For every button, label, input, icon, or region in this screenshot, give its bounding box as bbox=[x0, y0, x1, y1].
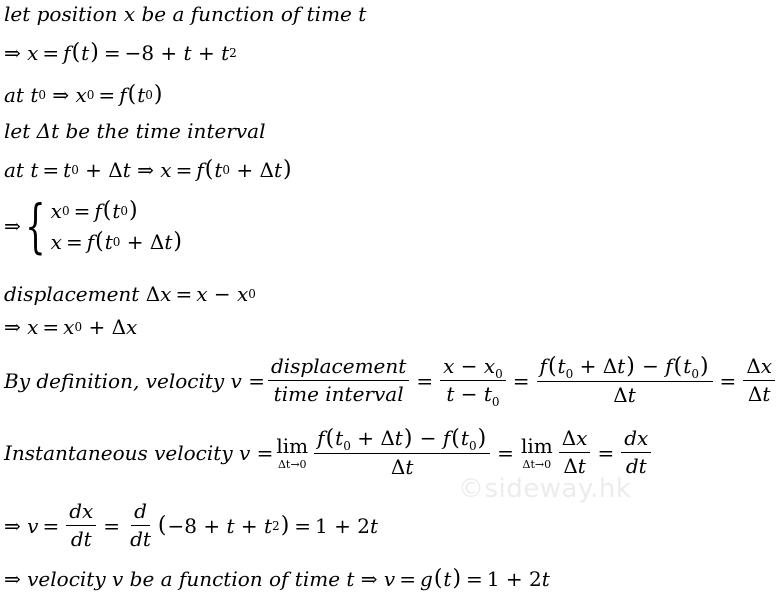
line-velocity-definition: By definition, velocity v = $\frac{\text{displacement}}{\text{time interval}}$ = $\frac{x - x_0}{t - t_0}$ = $\frac{f(t_0 + \Delta t) - f(t_0)}{\Delta t}$ = $\frac{\Delta x}{\Delta t}$ bbox=[4, 354, 778, 407]
definition-text: let position x be a function of time t bbox=[4, 2, 367, 26]
limit-operator: lim Δt→0 bbox=[276, 433, 309, 471]
line-position-update: ⇒ x = x 0 + Δ x bbox=[4, 315, 138, 339]
limit-operator: lim Δt→0 bbox=[520, 433, 553, 471]
line-later-position: at t = t 0 + Δ t ⇒ x = f ( t 0 + Δ t ) bbox=[4, 157, 292, 182]
line-time-interval bbox=[4, 121, 266, 141]
time-interval-text: let Δt be the time interval bbox=[4, 119, 266, 143]
line-velocity-function: ⇒ velocity v be a function of time t ⇒ v = g ( t ) = 1 + 2 t bbox=[4, 566, 550, 591]
watermark: ©sideway.hk bbox=[458, 474, 632, 504]
line-definition bbox=[4, 4, 366, 24]
line-position-function: ⇒ x = f ( t ) = −8 + t + t 2 bbox=[4, 40, 237, 65]
line-instantaneous-velocity: Instantaneous velocity v = lim Δt→0 $\frac{f(t_0 + \Delta t) - f(t_0)}{\Delta t}$ = lim Δt→0 $\frac{\Delta x}{\Delta t}$ = $\frac{dx}{dt}$ bbox=[4, 426, 654, 479]
line-displacement: displacement Δ x = x − x 0 bbox=[4, 282, 256, 306]
line-system: ⇒ { x 0 = f ( t 0 ) x = f ( t 0 + Δ t ) bbox=[4, 192, 182, 260]
line-derivative-result: ⇒ v = $\frac{dx}{dt}$ = $\frac{d}{dt}$ ( −8 + t + t 2 ) = 1 + 2 t bbox=[4, 499, 379, 551]
line-initial-position: at t 0 ⇒ x 0 = f ( t 0 ) bbox=[4, 82, 163, 107]
